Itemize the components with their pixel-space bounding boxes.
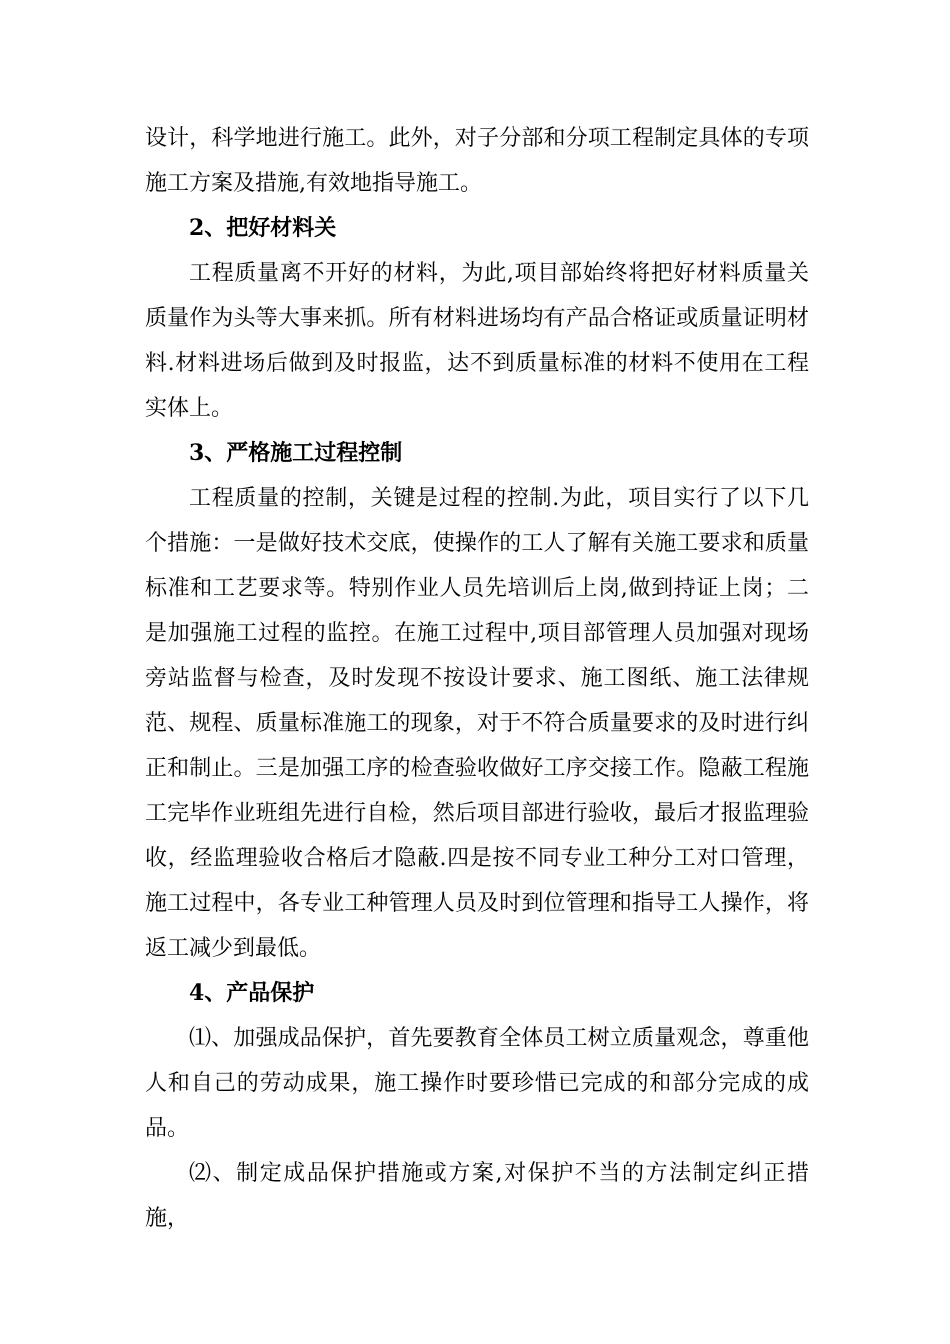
paragraph-protection-1: ⑴、加强成品保护，首先要教育全体员工树立质量观念，尊重他人和自己的劳动成果，施工操作时要珍惜已完成的和部分完成的成品。 xyxy=(145,1026,809,1141)
paragraph-materials: 工程质量离不开好的材料，为此,项目部始终将把好材料质量关质量作为头等大事来抓。所有材料进场均有产品合格证或质量证明材料.材料进场后做到及时报监，达不到质量标准的材料不使用在工程实体上。 xyxy=(145,261,809,421)
document-body xyxy=(145,116,809,1241)
paragraph-process-control: 工程质量的控制，关键是过程的控制.为此，项目实行了以下几个措施：一是做好技术交底，使操作的工人了解有关施工要求和质量标准和工艺要求等。特别作业人员先培训后上岗,做到持证上岗；二是加强施工过程的监控。在施工过程中,项目部管理人员加强对现场旁站监督与检查，及时发现不按设计要求、施工图纸、施工法律规范、规程、质量标准施工的现象，对于不符合质量要求的及时进行纠正和制止。三是加强工序的检查验收做好工序交接工作。隐蔽工程施工完毕作业班组先进行自检，然后项目部进行验收，最后才报监理验收，经监理验收合格后才隐蔽.四是按不同专业工种分工对口管理，施工过程中，各专业工种管理人员及时到位管理和指导工人操作，将返工减少到最低。 xyxy=(145,486,809,961)
section-heading-materials: 2、把好材料关 xyxy=(189,215,337,241)
paragraph-continuation: 设计，科学地进行施工。此外，对子分部和分项工程制定具体的专项施工方案及措施,有效地指导施工。 xyxy=(145,126,809,196)
section-heading-process-control: 3、严格施工过程控制 xyxy=(189,440,403,466)
paragraph-protection-2: ⑵、制定成品保护措施或方案,对保护不当的方法制定纠正措施， xyxy=(145,1161,809,1231)
section-heading-product-protection: 4、产品保护 xyxy=(189,980,315,1006)
